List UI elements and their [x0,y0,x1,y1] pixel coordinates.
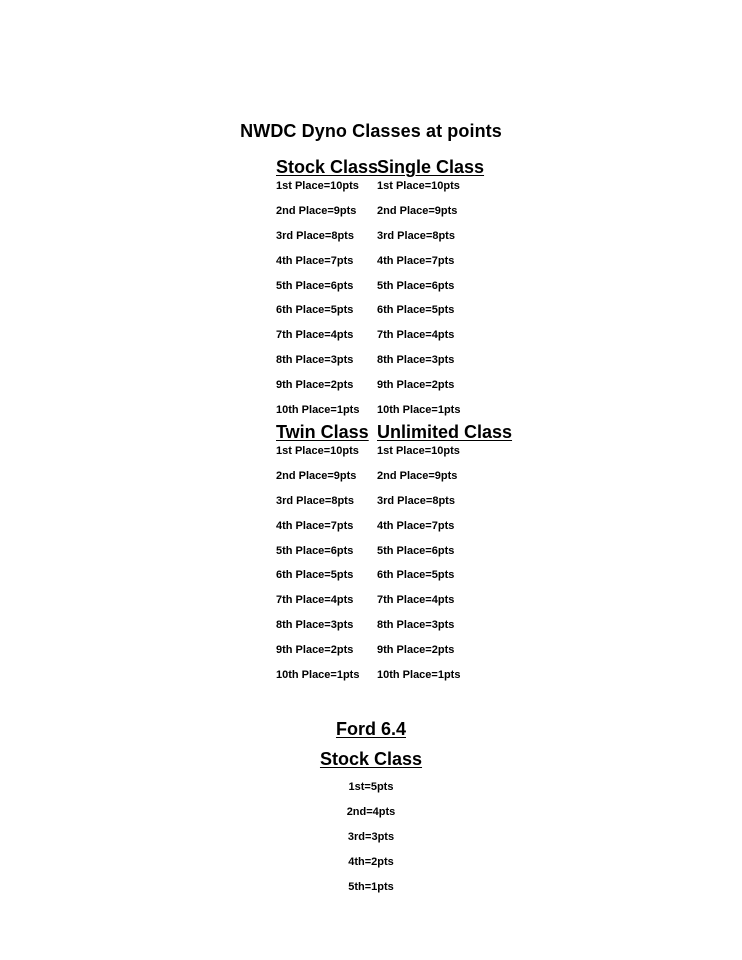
points-row: 2nd Place=9pts [276,469,357,482]
points-row: 8th Place=3pts [276,354,354,367]
points-row: 1st Place=10pts [276,445,359,457]
ford-points-row: 1st=5pts [348,781,394,793]
points-row: 1st Place=10pts [377,180,460,192]
stock-class-section [276,155,378,428]
ford-section [0,716,742,904]
points-row: 5th Place=6pts [276,279,354,292]
points-row: 5th Place=6pts [276,544,354,557]
points-row: 6th Place=5pts [377,569,455,582]
unlimited-class-heading: Unlimited Class [377,422,513,442]
points-row: 9th Place=2pts [377,379,455,392]
twin-class-section [276,420,369,693]
points-row: 4th Place=7pts [276,254,354,267]
points-row: 4th Place=7pts [377,519,455,532]
points-row: 3rd Place=8pts [377,494,455,507]
points-row: 2nd Place=9pts [276,204,357,217]
points-row: 3rd Place=8pts [276,229,354,242]
points-row: 1st Place=10pts [377,445,460,457]
unlimited-class-points-list [377,444,512,693]
single-class-points-list [377,179,484,428]
points-row: 8th Place=3pts [377,354,455,367]
unlimited-class-section [377,420,512,693]
ford-points-row: 3rd=3pts [347,830,395,843]
points-row: 7th Place=4pts [377,329,455,342]
points-row: 2nd Place=9pts [377,204,458,217]
points-row: 9th Place=2pts [276,644,354,657]
points-row: 6th Place=5pts [276,304,354,317]
points-row: 7th Place=4pts [377,594,455,607]
twin-class-heading: Twin Class [276,422,369,442]
single-class-heading: Single Class [377,157,485,177]
points-row: 3rd Place=8pts [276,494,354,507]
points-row: 6th Place=5pts [377,304,455,317]
stock-class-heading: Stock Class [276,157,379,177]
points-row: 6th Place=5pts [276,569,354,582]
points-row: 8th Place=3pts [377,619,455,632]
points-row: 1st Place=10pts [276,180,359,192]
ford-subtitle: Stock Class [319,749,423,769]
points-row: 10th Place=1pts [377,404,461,417]
points-row: 5th Place=6pts [377,279,455,292]
ford-points-row: 5th=1pts [348,880,394,893]
page-title: NWDC Dyno Classes at points [240,121,502,141]
stock-class-points-list [276,179,378,428]
ford-points-row: 2nd=4pts [346,805,396,818]
ford-points-row: 4th=2pts [348,855,394,868]
points-row: 8th Place=3pts [276,619,354,632]
twin-class-points-list [276,444,369,693]
points-row: 2nd Place=9pts [377,469,458,482]
points-row: 4th Place=7pts [276,519,354,532]
points-row: 4th Place=7pts [377,254,455,267]
points-row: 9th Place=2pts [377,644,455,657]
single-class-section [377,155,484,428]
points-row: 9th Place=2pts [276,379,354,392]
points-row: 10th Place=1pts [276,669,360,682]
points-row: 10th Place=1pts [377,669,461,682]
ford-title: Ford 6.4 [335,719,406,739]
points-row: 5th Place=6pts [377,544,455,557]
ford-points-list [0,780,742,904]
points-row: 10th Place=1pts [276,404,360,417]
points-row: 7th Place=4pts [276,329,354,342]
points-row: 3rd Place=8pts [377,229,455,242]
points-row: 7th Place=4pts [276,594,354,607]
